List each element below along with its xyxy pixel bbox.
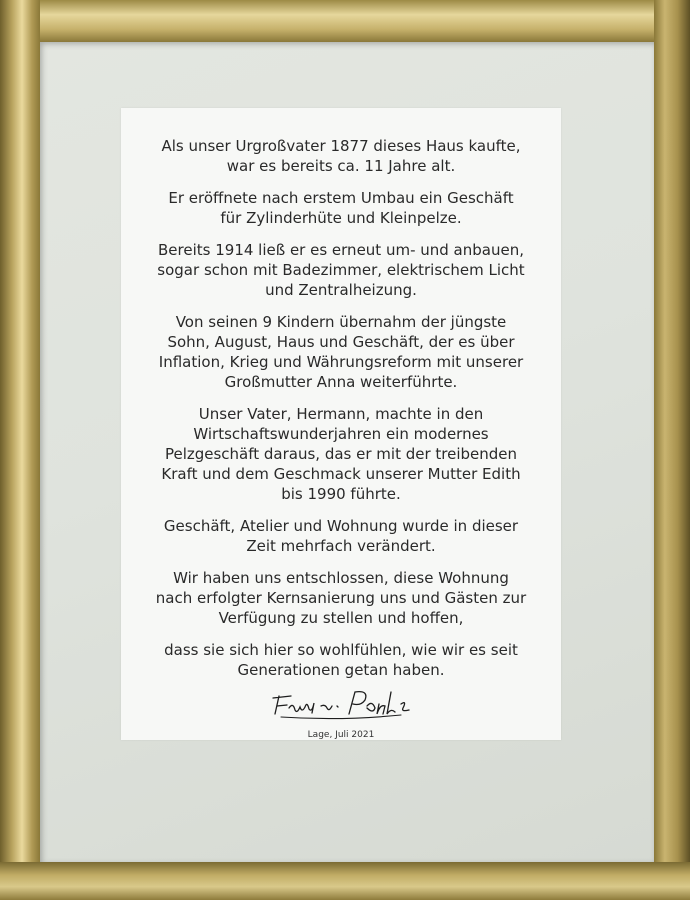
paragraph-changes: Geschäft, Atelier und Wohnung wurde in dieser Zeit mehrfach verändert. bbox=[163, 517, 519, 555]
date-line: Lage, Juli 2021 bbox=[307, 730, 375, 740]
paragraph-wish: dass sie sich hier so wohlfühlen, wie wir es seit Generationen getan haben. bbox=[164, 641, 518, 679]
paragraph-renovation: Bereits 1914 ließ er es erneut um- und anbauen, sogar schon mit Badezimmer, elektrischem Licht und Zentralheizung. bbox=[157, 241, 525, 299]
paragraph-august: Von seinen 9 Kindern übernahm der jüngste Sohn, August, Haus und Geschäft, der es über Inflation, Krieg und Währungsreform mit unserer Großmutter Anna weiterführte. bbox=[158, 313, 524, 391]
paragraph-decision: Wir haben uns entschlossen, diese Wohnung nach erfolgter Kernsanierung uns und Gästen zur Verfügung zu stellen und hoffen, bbox=[155, 569, 527, 627]
frame-top-edge bbox=[0, 0, 690, 42]
paragraph-purchase: Als unser Urgroßvater 1877 dieses Haus kaufte, war es bereits ca. 11 Jahre alt. bbox=[161, 137, 521, 175]
frame-bottom-edge bbox=[0, 862, 690, 900]
handwritten-signature bbox=[251, 684, 431, 724]
paragraph-hermann: Unser Vater, Hermann, machte in den Wirtschaftswunderjahren ein modernes Pelzgeschäft daraus, das er mit der treibenden Kraft und dem Geschmack unserer Mutter Edith bis 1990 führte. bbox=[161, 405, 521, 503]
letter-paper bbox=[121, 108, 561, 740]
frame-left-edge bbox=[0, 0, 40, 900]
paragraph-shop: Er eröffnete nach erstem Umbau ein Geschäft für Zylinderhüte und Kleinpelze. bbox=[168, 189, 514, 227]
frame-right-edge bbox=[654, 0, 690, 900]
